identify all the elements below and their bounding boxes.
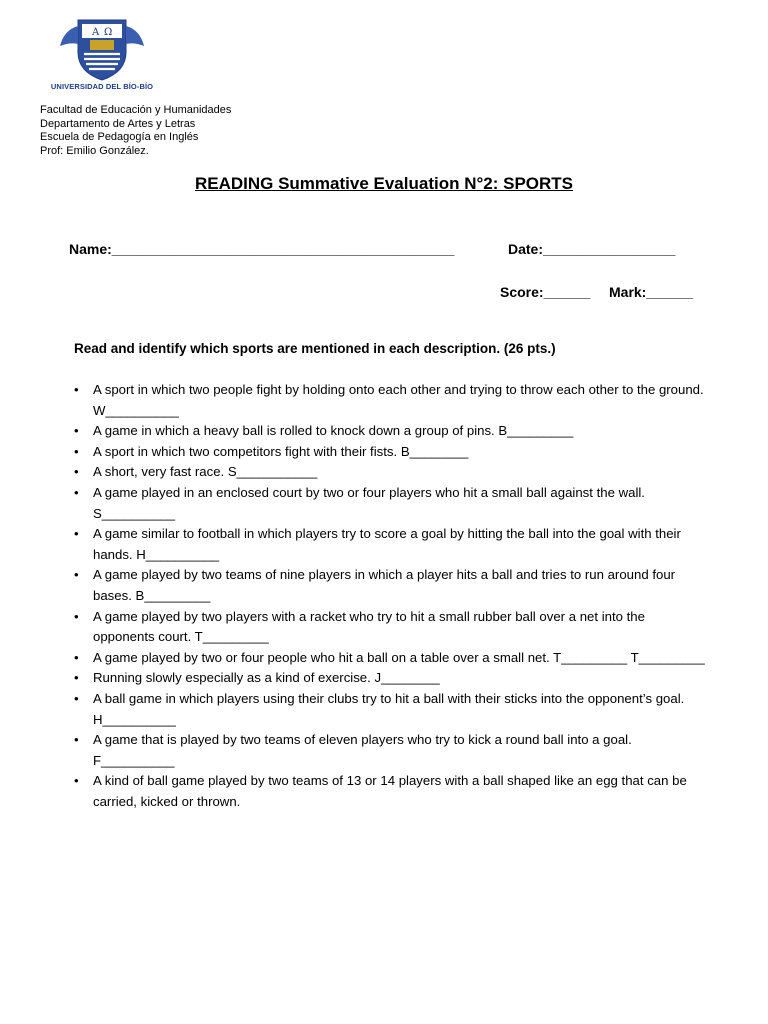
question-text: A game played by two players with a racket who try to hit a small rubber ball over a net into the opponents court. T_________ <box>93 608 645 645</box>
professor-line: Prof: Emilio González. <box>40 144 149 157</box>
bullet-icon: • <box>74 649 79 665</box>
list-item <box>74 689 706 730</box>
university-logo <box>46 16 158 96</box>
list-item <box>74 730 706 771</box>
list-item <box>74 607 706 648</box>
question-text: Running slowly especially as a kind of exercise. J________ <box>93 670 440 686</box>
list-item <box>74 380 706 421</box>
faculty-line: Facultad de Educación y Humanidades <box>40 104 232 116</box>
bullet-icon: • <box>74 526 79 542</box>
question-list <box>74 380 706 812</box>
list-item <box>74 462 706 483</box>
question-text: A ball game in which players using their clubs try to hit a ball with their sticks into the opponent’s goal. H__________ <box>93 690 685 727</box>
list-item <box>74 565 706 606</box>
score-field: Score:______ <box>500 284 591 300</box>
svg-text:A: A <box>92 27 100 38</box>
bullet-icon: • <box>74 484 79 500</box>
bullet-icon: • <box>74 773 79 789</box>
bullet-icon: • <box>74 670 79 686</box>
bullet-icon: • <box>74 464 79 480</box>
date-field: Date:_________________ <box>508 241 676 257</box>
page-title: READING Summative Evaluation N°2: SPORTS <box>194 174 574 193</box>
question-text: A sport in which two people fight by holding onto each other and trying to throw each other to the ground. W__________ <box>93 382 704 418</box>
bullet-icon: • <box>74 382 79 397</box>
bullet-icon: • <box>74 732 79 748</box>
question-text: A game played by two teams of nine players in which a player hits a ball and tries to run around four bases. B_________ <box>93 567 676 603</box>
svg-text:Ω: Ω <box>104 27 113 38</box>
bullet-icon: • <box>74 608 79 624</box>
list-item <box>74 483 706 524</box>
question-text: A sport in which two competitors fight with their fists. B________ <box>93 443 469 459</box>
question-text: A game that is played by two teams of eleven players who try to kick a round ball into a goal. F__________ <box>93 732 632 768</box>
list-item <box>74 421 706 442</box>
list-item <box>74 771 706 812</box>
bullet-icon: • <box>74 567 79 583</box>
question-text: A game similar to football in which players try to score a goal by hitting the ball into the goal with their hands. H__________ <box>93 526 681 562</box>
university-crest-icon <box>46 16 158 82</box>
university-name: UNIVERSIDAD DEL BÍO-BÍO <box>50 82 154 91</box>
bullet-icon: • <box>74 443 79 459</box>
list-item <box>74 668 706 689</box>
instructions: Read and identify which sports are mentioned in each description. (26 pts.) <box>74 341 556 356</box>
department-block <box>40 104 231 158</box>
list-item <box>74 442 706 463</box>
list-item <box>74 524 706 565</box>
question-text: A game played by two or four people who hit a ball on a table over a small net. T_________ T_________ <box>93 649 705 665</box>
question-text: A short, very fast race. S___________ <box>93 464 318 480</box>
name-field: Name:____________________________________________ <box>69 241 455 257</box>
bullet-icon: • <box>74 690 79 706</box>
list-item <box>74 648 706 669</box>
department-line: Departamento de Artes y Letras <box>40 117 196 130</box>
question-text: A game played in an enclosed court by two or four players who hit a small ball against the wall. S__________ <box>93 484 645 521</box>
school-line: Escuela de Pedagogía en Inglés <box>40 131 199 143</box>
mark-field: Mark:______ <box>609 284 694 300</box>
question-text: A kind of ball game played by two teams of 13 or 14 players with a ball shaped like an egg that can be carried, kicked or thrown. <box>93 773 687 809</box>
question-text: A game in which a heavy ball is rolled to knock down a group of pins. B_________ <box>93 423 574 439</box>
bullet-icon: • <box>74 423 79 439</box>
